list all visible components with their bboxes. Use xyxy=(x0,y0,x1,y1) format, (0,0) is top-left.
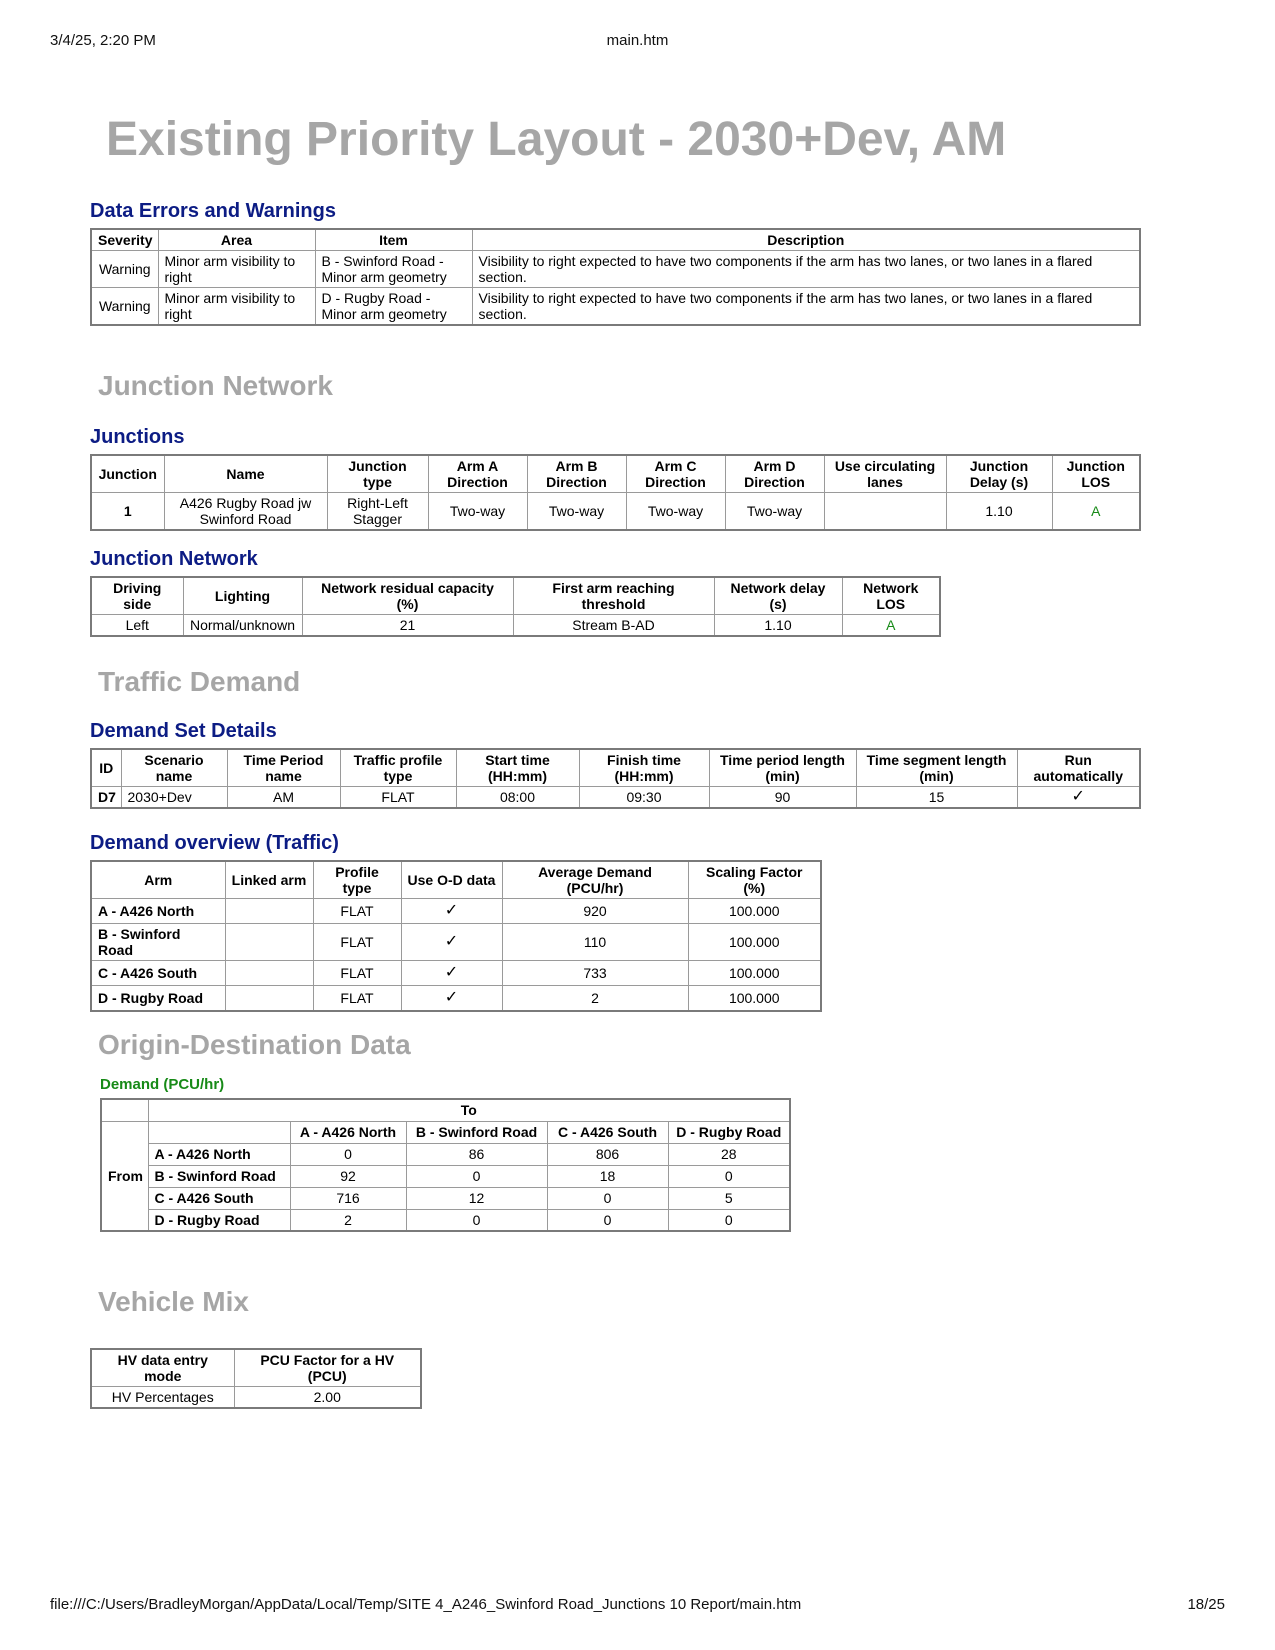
errors-heading: Data Errors and Warnings xyxy=(90,200,336,222)
corner-cell xyxy=(148,1121,290,1143)
table-row xyxy=(91,961,821,986)
col-header: Arm C Direction xyxy=(626,455,725,493)
cell: Two-way xyxy=(527,493,626,531)
los-value: A xyxy=(1052,493,1140,531)
cell xyxy=(225,986,313,1011)
cell: 0 xyxy=(290,1143,406,1165)
col-header: Junction xyxy=(91,455,164,493)
checkmark-icon: ✓ xyxy=(1017,787,1140,809)
page-title: Existing Priority Layout - 2030+Dev, AM xyxy=(106,113,1007,166)
cell: B - Swinford Road - Minor arm geometry xyxy=(315,251,472,288)
col-header: Driving side xyxy=(91,577,183,615)
col-header: Finish time (HH:mm) xyxy=(579,749,709,787)
cell: FLAT xyxy=(340,787,456,809)
col-header: Name xyxy=(164,455,327,493)
cell: 806 xyxy=(547,1143,668,1165)
col-header: C - A426 South xyxy=(547,1121,668,1143)
col-header: Arm xyxy=(91,861,225,899)
section-vehicle-mix: Vehicle Mix xyxy=(98,1286,249,1317)
col-header: A - A426 North xyxy=(290,1121,406,1143)
cell: FLAT xyxy=(313,924,401,961)
table-row xyxy=(91,288,1140,326)
col-header: D - Rugby Road xyxy=(668,1121,790,1143)
cell: FLAT xyxy=(313,961,401,986)
cell: 2030+Dev xyxy=(121,787,227,809)
cell: 100.000 xyxy=(688,899,821,924)
cell xyxy=(225,924,313,961)
table-row xyxy=(91,251,1140,288)
from-label: From xyxy=(101,1121,148,1231)
corner-cell xyxy=(101,1099,148,1121)
cell: 100.000 xyxy=(688,961,821,986)
section-junction-network: Junction Network xyxy=(98,370,333,401)
table-row xyxy=(91,787,1140,809)
cell: 1 xyxy=(91,493,164,531)
row-header: D - Rugby Road xyxy=(148,1209,290,1231)
los-value: A xyxy=(842,615,940,637)
cell: Left xyxy=(91,615,183,637)
col-header: HV data entry mode xyxy=(91,1349,234,1387)
row-header: B - Swinford Road xyxy=(148,1165,290,1187)
col-header: Arm B Direction xyxy=(527,455,626,493)
col-header: Scenario name xyxy=(121,749,227,787)
cell: 733 xyxy=(502,961,688,986)
cell: Visibility to right expected to have two components if the arm has two lanes, or two lanes in a flared section. xyxy=(472,288,1140,326)
table-row xyxy=(101,1143,790,1165)
junction-network-table xyxy=(90,576,941,637)
col-header: Use O-D data xyxy=(401,861,502,899)
table-row xyxy=(101,1165,790,1187)
checkmark-icon: ✓ xyxy=(401,961,502,986)
cell xyxy=(225,899,313,924)
col-header: Time Period name xyxy=(227,749,340,787)
cell: 08:00 xyxy=(456,787,579,809)
col-header: Description xyxy=(472,229,1140,251)
col-header: Severity xyxy=(91,229,158,251)
table-row xyxy=(91,615,940,637)
od-matrix-table xyxy=(100,1098,791,1232)
col-header: Profile type xyxy=(313,861,401,899)
demand-set-table xyxy=(90,748,1141,809)
col-header: Traffic profile type xyxy=(340,749,456,787)
cell: 110 xyxy=(502,924,688,961)
row-header: A - A426 North xyxy=(91,899,225,924)
row-header: C - A426 South xyxy=(148,1187,290,1209)
cell: 1.10 xyxy=(946,493,1052,531)
col-header: Arm A Direction xyxy=(428,455,527,493)
col-header: Use circulating lanes xyxy=(824,455,946,493)
col-header: Area xyxy=(158,229,315,251)
cell: 716 xyxy=(290,1187,406,1209)
cell: 1.10 xyxy=(714,615,842,637)
od-demand-heading: Demand (PCU/hr) xyxy=(100,1076,225,1093)
checkmark-icon: ✓ xyxy=(401,924,502,961)
cell xyxy=(824,493,946,531)
cell: A426 Rugby Road jw Swinford Road xyxy=(164,493,327,531)
cell: 100.000 xyxy=(688,924,821,961)
cell: 0 xyxy=(406,1165,547,1187)
cell: D - Rugby Road - Minor arm geometry xyxy=(315,288,472,326)
col-header: Average Demand (PCU/hr) xyxy=(502,861,688,899)
cell: 2.00 xyxy=(234,1387,421,1409)
col-header: Network residual capacity (%) xyxy=(302,577,513,615)
demand-overview-table xyxy=(90,860,822,1012)
row-header: D - Rugby Road xyxy=(91,986,225,1011)
cell: FLAT xyxy=(313,899,401,924)
cell: 09:30 xyxy=(579,787,709,809)
cell: Stream B-AD xyxy=(513,615,714,637)
demand-set-heading: Demand Set Details xyxy=(90,720,277,742)
cell: 920 xyxy=(502,899,688,924)
vehicle-mix-table xyxy=(90,1348,422,1409)
table-row xyxy=(101,1187,790,1209)
cell: 21 xyxy=(302,615,513,637)
checkmark-icon: ✓ xyxy=(401,899,502,924)
cell: 0 xyxy=(547,1209,668,1231)
cell: Minor arm visibility to right xyxy=(158,251,315,288)
cell: 0 xyxy=(406,1209,547,1231)
col-header: Junction LOS xyxy=(1052,455,1140,493)
cell: Warning xyxy=(91,288,158,326)
cell: 90 xyxy=(709,787,856,809)
cell: Minor arm visibility to right xyxy=(158,288,315,326)
cell: 86 xyxy=(406,1143,547,1165)
junctions-heading: Junctions xyxy=(90,426,185,448)
checkmark-icon: ✓ xyxy=(401,986,502,1011)
col-header: Junction type xyxy=(327,455,428,493)
col-header: Start time (HH:mm) xyxy=(456,749,579,787)
section-traffic-demand: Traffic Demand xyxy=(98,666,301,697)
table-row xyxy=(91,493,1140,531)
col-header: Scaling Factor (%) xyxy=(688,861,821,899)
col-header: PCU Factor for a HV (PCU) xyxy=(234,1349,421,1387)
table-row xyxy=(91,899,821,924)
col-header: Time period length (min) xyxy=(709,749,856,787)
table-row xyxy=(101,1209,790,1231)
section-od-data: Origin-Destination Data xyxy=(98,1029,411,1060)
cell: 2 xyxy=(290,1209,406,1231)
cell: Two-way xyxy=(428,493,527,531)
cell: Right-Left Stagger xyxy=(327,493,428,531)
cell: AM xyxy=(227,787,340,809)
col-header: B - Swinford Road xyxy=(406,1121,547,1143)
cell: HV Percentages xyxy=(91,1387,234,1409)
print-page-number: 18/25 xyxy=(1187,1596,1225,1613)
col-header: Run automatically xyxy=(1017,749,1140,787)
errors-table xyxy=(90,228,1141,326)
table-row xyxy=(91,1387,421,1409)
demand-overview-heading: Demand overview (Traffic) xyxy=(90,832,339,854)
cell xyxy=(225,961,313,986)
cell: D7 xyxy=(91,787,121,809)
cell: 100.000 xyxy=(688,986,821,1011)
cell: 5 xyxy=(668,1187,790,1209)
cell: 0 xyxy=(668,1165,790,1187)
col-header: Arm D Direction xyxy=(725,455,824,493)
cell: Two-way xyxy=(626,493,725,531)
col-header: First arm reaching threshold xyxy=(513,577,714,615)
cell: Two-way xyxy=(725,493,824,531)
col-header: Item xyxy=(315,229,472,251)
col-header: Lighting xyxy=(183,577,302,615)
cell: 0 xyxy=(668,1209,790,1231)
col-header: Network delay (s) xyxy=(714,577,842,615)
cell: 12 xyxy=(406,1187,547,1209)
row-header: C - A426 South xyxy=(91,961,225,986)
junctions-table xyxy=(90,454,1141,531)
row-header: A - A426 North xyxy=(148,1143,290,1165)
to-label: To xyxy=(148,1099,790,1121)
row-header: B - Swinford Road xyxy=(91,924,225,961)
cell: 18 xyxy=(547,1165,668,1187)
table-row xyxy=(91,924,821,961)
col-header: Linked arm xyxy=(225,861,313,899)
print-filename: main.htm xyxy=(606,32,669,49)
cell: 92 xyxy=(290,1165,406,1187)
cell: FLAT xyxy=(313,986,401,1011)
junction-network-heading: Junction Network xyxy=(90,548,258,570)
print-file-path: file:///C:/Users/BradleyMorgan/AppData/Local/Temp/SITE 4_A246_Swinford Road_Junctions 10 Report/main.htm xyxy=(50,1596,802,1613)
cell: 15 xyxy=(856,787,1017,809)
print-datetime: 3/4/25, 2:20 PM xyxy=(50,32,156,49)
cell: Visibility to right expected to have two components if the arm has two lanes, or two lanes in a flared section. xyxy=(472,251,1140,288)
col-header: Network LOS xyxy=(842,577,940,615)
cell: 2 xyxy=(502,986,688,1011)
col-header: Junction Delay (s) xyxy=(946,455,1052,493)
table-row xyxy=(91,986,821,1011)
cell: Warning xyxy=(91,251,158,288)
col-header: Time segment length (min) xyxy=(856,749,1017,787)
col-header: ID xyxy=(91,749,121,787)
cell: 0 xyxy=(547,1187,668,1209)
cell: Normal/unknown xyxy=(183,615,302,637)
cell: 28 xyxy=(668,1143,790,1165)
